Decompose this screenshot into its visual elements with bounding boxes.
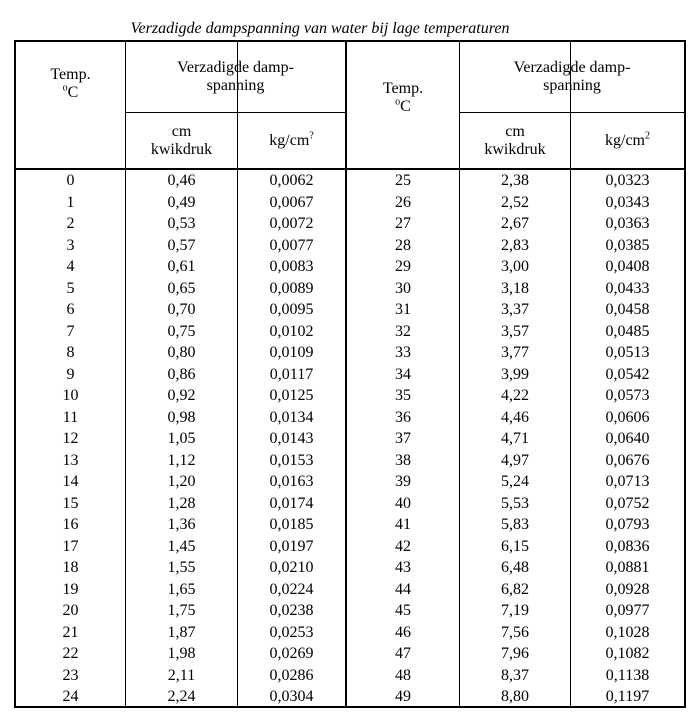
cell-temp: 38 <box>395 451 411 469</box>
table-row <box>347 407 684 429</box>
cell-cm-kwikdruk: 0,46 <box>167 172 196 189</box>
table-row <box>347 557 684 579</box>
header-temp-unit: $^o$C <box>395 96 411 115</box>
table-row <box>347 278 684 300</box>
cell-kg-cm2: 0,0269 <box>269 645 314 662</box>
cell-temp: 24 <box>62 688 79 705</box>
vapor-pressure-table <box>14 40 686 708</box>
cell-cm-kwikdruk: 3,99 <box>501 365 529 383</box>
cell-temp: 44 <box>395 580 411 598</box>
header-temp-label: Temp. <box>382 80 424 97</box>
cell-temp: 47 <box>395 645 411 662</box>
table-right-half <box>347 42 684 706</box>
cell-temp: 13 <box>62 451 79 469</box>
cell-temp: 35 <box>395 387 411 404</box>
table-row <box>16 557 345 579</box>
cell-kg-cm2: 0,0102 <box>269 322 314 340</box>
cell-temp: 32 <box>395 322 411 340</box>
cell-temp: 45 <box>395 602 411 619</box>
cell-cm-kwikdruk: 6,48 <box>501 559 529 576</box>
cell-temp: 39 <box>395 473 411 490</box>
cell-kg-cm2: 0,0238 <box>269 602 314 619</box>
cell-cm-kwikdruk: 0,70 <box>167 301 196 318</box>
cell-kg-cm2: 0,0433 <box>605 279 650 297</box>
cell-kg-cm2: 0,0640 <box>605 430 650 447</box>
cell-cm-kwikdruk: 1,55 <box>167 559 196 576</box>
cell-temp: 8 <box>66 344 75 361</box>
header-bottom-rule <box>16 168 684 170</box>
cell-kg-cm2: 0,0408 <box>605 258 650 275</box>
cell-temp: 0 <box>66 172 75 189</box>
cell-cm-kwikdruk: 6,82 <box>501 580 529 598</box>
cell-kg-cm2: 0,0304 <box>269 688 314 705</box>
cell-cm-kwikdruk: 4,97 <box>501 451 529 469</box>
cell-cm-kwikdruk: 0,65 <box>167 279 196 297</box>
cell-cm-kwikdruk: 0,92 <box>167 387 196 404</box>
cell-temp: 23 <box>62 666 79 684</box>
cell-kg-cm2: 0,0676 <box>605 451 650 469</box>
cell-temp: 30 <box>395 279 411 297</box>
cell-temp: 22 <box>62 645 79 662</box>
cell-kg-cm2: 0,0485 <box>605 322 650 340</box>
table-row <box>16 278 345 300</box>
cell-cm-kwikdruk: 2,83 <box>501 236 529 254</box>
cell-kg-cm2: 0,0153 <box>269 451 314 469</box>
table-row <box>16 364 345 386</box>
cell-cm-kwikdruk: 0,53 <box>167 215 196 232</box>
cell-temp: 46 <box>395 623 411 641</box>
table-row <box>347 321 684 343</box>
cell-kg-cm2: 0,1028 <box>605 623 650 641</box>
table-row <box>347 493 684 515</box>
cell-cm-kwikdruk: 5,24 <box>501 473 529 490</box>
cell-kg-cm2: 0,1197 <box>605 688 650 705</box>
cell-temp: 11 <box>62 408 79 426</box>
cell-kg-cm2: 0,0713 <box>605 473 650 490</box>
cell-temp: 6 <box>66 301 75 318</box>
table-row <box>347 364 684 386</box>
cell-cm-kwikdruk: 1,05 <box>167 430 196 447</box>
cell-kg-cm2: 0,0077 <box>269 236 314 254</box>
cell-kg-cm2: 0,0117 <box>269 365 314 383</box>
table-row <box>16 450 345 472</box>
table-row <box>16 536 345 558</box>
cell-cm-kwikdruk: 1,20 <box>167 473 196 490</box>
cell-cm-kwikdruk: 0,98 <box>167 408 196 426</box>
cell-cm-kwikdruk: 4,71 <box>501 430 529 447</box>
cell-cm-kwikdruk: 2,11 <box>167 666 196 684</box>
cell-cm-kwikdruk: 2,38 <box>501 172 529 189</box>
cell-temp: 4 <box>66 258 75 275</box>
cell-temp: 1 <box>66 193 75 211</box>
table-row <box>16 192 345 214</box>
cell-temp: 33 <box>395 344 411 361</box>
cell-cm-kwikdruk: 1,75 <box>167 602 196 619</box>
cell-kg-cm2: 0,0062 <box>269 172 314 189</box>
header-temp <box>16 42 125 168</box>
cell-kg-cm2: 0,0072 <box>269 215 314 232</box>
cell-cm-kwikdruk: 0,57 <box>167 236 196 254</box>
cell-temp: 14 <box>62 473 79 490</box>
table-row <box>16 514 345 536</box>
cell-cm-kwikdruk: 3,57 <box>501 322 529 340</box>
cell-kg-cm2: 0,0606 <box>605 408 650 426</box>
cell-temp: 26 <box>395 193 411 211</box>
cell-cm-kwikdruk: 8,80 <box>501 688 529 705</box>
cell-temp: 18 <box>62 559 79 576</box>
cell-temp: 20 <box>62 602 79 619</box>
table-row <box>16 622 345 644</box>
table-row <box>347 600 684 622</box>
table-row <box>16 170 345 192</box>
cell-kg-cm2: 0,0752 <box>605 494 650 512</box>
table-row <box>347 643 684 665</box>
table-row <box>347 428 684 450</box>
cell-temp: 36 <box>395 408 411 426</box>
header-temp-unit: $^o$C <box>62 82 79 101</box>
cell-kg-cm2: 0,0458 <box>605 301 650 318</box>
cell-cm-kwikdruk: 3,77 <box>501 344 529 361</box>
cell-cm-kwikdruk: 2,52 <box>501 193 529 211</box>
cell-kg-cm2: 0,0134 <box>269 408 314 426</box>
header-group: Verzadigde damp- spanning <box>177 59 294 94</box>
cell-kg-cm2: 0,0793 <box>605 516 650 533</box>
cell-kg-cm2: 0,0174 <box>269 494 314 512</box>
cell-temp: 17 <box>62 537 79 555</box>
table-row <box>16 235 345 257</box>
table-row <box>16 321 345 343</box>
cell-cm-kwikdruk: 5,53 <box>501 494 529 512</box>
cell-temp: 42 <box>395 537 411 555</box>
cell-cm-kwikdruk: 7,96 <box>501 645 529 662</box>
cell-temp: 25 <box>395 172 411 189</box>
cell-kg-cm2: 0,0109 <box>269 344 314 361</box>
cell-kg-cm2: 0,0513 <box>605 344 650 361</box>
table-row <box>16 299 345 321</box>
cell-temp: 21 <box>62 623 79 641</box>
cell-cm-kwikdruk: 1,98 <box>167 645 196 662</box>
cell-cm-kwikdruk: 3,00 <box>501 258 529 275</box>
table-left-half <box>16 42 345 706</box>
table-row <box>347 170 684 192</box>
table-row <box>16 600 345 622</box>
cell-kg-cm2: 0,0977 <box>605 602 650 619</box>
cell-kg-cm2: 0,0542 <box>605 365 650 383</box>
header-cm-kwikdruk: cm kwikdruk <box>484 122 546 158</box>
header-cm-kwikdruk: cm kwikdruk <box>150 122 213 158</box>
cell-kg-cm2: 0,0185 <box>269 516 314 533</box>
cell-kg-cm2: 0,0143 <box>269 430 314 447</box>
table-row <box>347 536 684 558</box>
table-row <box>16 407 345 429</box>
cell-cm-kwikdruk: 7,56 <box>501 623 529 641</box>
table-row <box>347 235 684 257</box>
cell-cm-kwikdruk: 0,75 <box>167 322 196 340</box>
cell-kg-cm2: 0,0224 <box>269 580 314 598</box>
cell-kg-cm2: 0,0083 <box>269 258 314 275</box>
table-row <box>16 213 345 235</box>
cell-kg-cm2: 0,1082 <box>605 645 650 662</box>
cell-kg-cm2: 0,0197 <box>269 537 314 555</box>
cell-kg-cm2: 0,0253 <box>269 623 314 641</box>
table-row <box>347 256 684 278</box>
cell-kg-cm2: 0,0286 <box>269 666 314 684</box>
cell-cm-kwikdruk: 8,37 <box>501 666 529 684</box>
header-temp <box>347 42 459 168</box>
cell-temp: 49 <box>395 688 411 705</box>
cell-cm-kwikdruk: 2,24 <box>167 688 196 705</box>
cell-temp: 16 <box>62 516 79 533</box>
cell-cm-kwikdruk: 0,49 <box>167 193 196 211</box>
header-kg-cm2: $kg/cm^2$ <box>605 130 650 149</box>
cell-kg-cm2: 0,0385 <box>605 236 650 254</box>
cell-temp: 2 <box>66 215 75 232</box>
header-kg-cm2: kg/cm? <box>269 130 314 149</box>
table-row <box>16 493 345 515</box>
cell-temp: 40 <box>395 494 411 512</box>
table-caption: Verzadigde dampspanning van water bij lage temperaturen <box>130 20 510 37</box>
table-row <box>347 622 684 644</box>
table-row <box>16 428 345 450</box>
cell-kg-cm2: 0,0343 <box>605 193 650 211</box>
table-row <box>347 192 684 214</box>
cell-temp: 19 <box>62 580 79 598</box>
table-row <box>16 643 345 665</box>
cell-kg-cm2: 0,0928 <box>605 580 650 598</box>
table-row <box>347 450 684 472</box>
table-row <box>16 686 345 708</box>
cell-temp: 3 <box>66 236 75 254</box>
cell-temp: 31 <box>395 301 411 318</box>
cell-cm-kwikdruk: 3,18 <box>501 279 529 297</box>
table-row <box>347 299 684 321</box>
cell-temp: 7 <box>66 322 75 340</box>
cell-cm-kwikdruk: 1,28 <box>167 494 196 512</box>
table-row <box>16 342 345 364</box>
cell-cm-kwikdruk: 4,22 <box>501 387 529 404</box>
cell-kg-cm2: 0,0881 <box>605 559 650 576</box>
table-row <box>16 256 345 278</box>
cell-kg-cm2: 0,0095 <box>269 301 314 318</box>
cell-kg-cm2: 0,0163 <box>269 473 314 490</box>
cell-cm-kwikdruk: 0,80 <box>167 344 196 361</box>
cell-cm-kwikdruk: 0,61 <box>167 258 196 275</box>
table-row <box>347 385 684 407</box>
cell-cm-kwikdruk: 1,87 <box>167 623 196 641</box>
cell-temp: 43 <box>395 559 411 576</box>
cell-temp: 5 <box>66 279 75 297</box>
cell-cm-kwikdruk: 1,45 <box>167 537 196 555</box>
table-row <box>16 579 345 601</box>
table-row <box>347 213 684 235</box>
cell-kg-cm2: 0,0323 <box>605 172 650 189</box>
cell-kg-cm2: 0,0067 <box>269 193 314 211</box>
cell-kg-cm2: 0,1138 <box>605 666 650 684</box>
cell-cm-kwikdruk: 6,15 <box>501 537 529 555</box>
table-row <box>347 579 684 601</box>
table-row <box>347 686 684 708</box>
cell-temp: 41 <box>395 516 411 533</box>
table-row <box>347 514 684 536</box>
cell-kg-cm2: 0,0573 <box>605 387 650 404</box>
cell-cm-kwikdruk: 1,12 <box>167 451 196 469</box>
cell-temp: 29 <box>395 258 411 275</box>
cell-temp: 27 <box>395 215 411 232</box>
cell-cm-kwikdruk: 1,65 <box>167 580 196 598</box>
cell-temp: 12 <box>62 430 79 447</box>
cell-kg-cm2: 0,0089 <box>269 279 314 297</box>
cell-temp: 10 <box>62 387 79 404</box>
table-row <box>347 342 684 364</box>
cell-cm-kwikdruk: 1,36 <box>167 516 196 533</box>
cell-cm-kwikdruk: 7,19 <box>501 602 529 619</box>
cell-temp: 15 <box>62 494 79 512</box>
table-row <box>16 385 345 407</box>
cell-temp: 48 <box>395 666 411 684</box>
cell-kg-cm2: 0,0836 <box>605 537 650 555</box>
cell-temp: 9 <box>66 365 75 383</box>
table-row <box>16 471 345 493</box>
cell-kg-cm2: 0,0125 <box>269 387 314 404</box>
cell-cm-kwikdruk: 4,46 <box>501 408 529 426</box>
cell-kg-cm2: 0,0210 <box>269 559 314 576</box>
header-temp-label: Temp. <box>50 66 91 83</box>
table-row <box>347 471 684 493</box>
table-row <box>347 665 684 687</box>
cell-temp: 37 <box>395 430 411 447</box>
cell-cm-kwikdruk: 5,83 <box>501 516 529 533</box>
header-group: Verzadigde damp- spanning <box>513 59 631 94</box>
table-row <box>16 665 345 687</box>
cell-cm-kwikdruk: 3,37 <box>501 301 529 318</box>
cell-cm-kwikdruk: 2,67 <box>501 215 529 232</box>
cell-cm-kwikdruk: 0,86 <box>167 365 196 383</box>
cell-temp: 34 <box>395 365 411 383</box>
cell-kg-cm2: 0,0363 <box>605 215 650 232</box>
cell-temp: 28 <box>395 236 411 254</box>
